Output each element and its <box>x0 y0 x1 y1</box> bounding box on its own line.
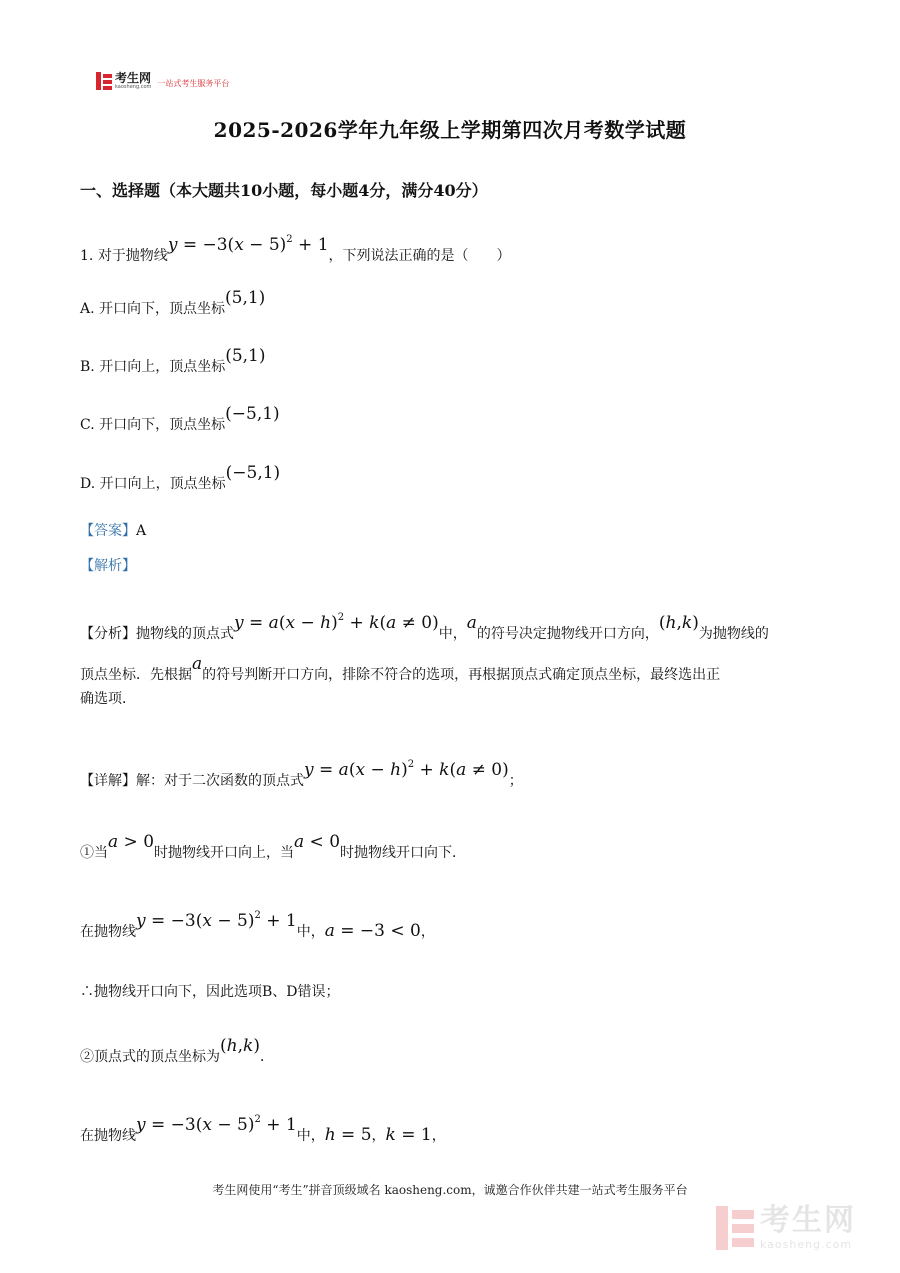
formula-vertex-form: $y = a(x - h)^2 + k(a \ne 0)$ <box>234 612 439 633</box>
option-c[interactable] <box>80 404 280 435</box>
answer-tag: 【答案】 <box>80 523 136 539</box>
option-d[interactable] <box>80 463 281 494</box>
watermark-name: 考生网 <box>760 1203 856 1238</box>
fenxi-text: 确选项． <box>80 691 136 707</box>
step-text: ∴抛物线开口向下，因此选项 <box>80 984 262 1000</box>
option-text: 开口向上，顶点坐标 <box>99 476 226 492</box>
option-coord: (−5,1) <box>225 463 281 483</box>
math-a: a <box>192 654 203 674</box>
option-text: 开口向上，顶点坐标 <box>99 359 226 375</box>
step-text: ②顶点式的顶点坐标为 <box>80 1049 220 1065</box>
page-footer: 考生网使用“考生”拼音顶级域名 kaosheng.com，诚邀合作伙伴共建一站式考生服务平台 <box>212 1183 688 1197</box>
answer-value: A <box>136 523 147 539</box>
fenxi-tag: 【分析】 <box>80 626 136 642</box>
fenxi-text: 为抛物线的 <box>698 626 769 642</box>
solution-text: 解：对于二次函数的顶点式 <box>136 773 304 789</box>
step-text: 错误； <box>297 984 340 1000</box>
step-text: 在抛物线 <box>80 924 136 940</box>
formula-parabola: $y = -3(x - 5)^2 + 1$ <box>136 1114 297 1135</box>
question-stem: 对于抛物线 <box>97 248 168 264</box>
math-a: a <box>466 613 477 633</box>
option-label: D. <box>80 476 96 492</box>
step-text: 中， <box>296 924 325 940</box>
option-coord: (5,1) <box>225 346 266 366</box>
option-coord: (5,1) <box>225 288 266 308</box>
math-a-gt-0: a > 0 <box>108 832 155 852</box>
step-text: ， <box>420 924 435 940</box>
math-h-value: h = 5 <box>324 1125 372 1145</box>
analysis-label: 【解析】 <box>80 558 136 574</box>
option-coord: (−5,1) <box>225 404 280 424</box>
step-text: ①当 <box>80 845 108 861</box>
option-label: A. <box>80 301 95 317</box>
fenxi-text: 的符号判断开口方向，排除不符合的选项，再根据顶点式确定顶点坐标，最终选出正 <box>202 667 721 683</box>
solution-step-5 <box>80 1114 446 1146</box>
option-label: B. <box>80 359 95 375</box>
fenxi-text: 顶点坐标．先根据 <box>80 667 192 683</box>
logo-name: 考生网 <box>115 71 152 85</box>
formula-vertex-form: $y = a(x - h)^2 + k(a \ne 0)$ <box>304 759 509 780</box>
math-k-value: k = 1 <box>385 1125 432 1145</box>
math-hk: (h,k) <box>220 1036 260 1056</box>
answer-line <box>80 521 146 541</box>
solution-step-4 <box>80 1036 274 1067</box>
analysis-paragraph <box>80 608 825 709</box>
option-label: C. <box>80 417 95 433</box>
formula-parabola: $y = -3(x - 5)^2 + 1$ <box>136 910 297 931</box>
solution-step-1 <box>80 832 467 863</box>
option-b[interactable] <box>80 346 266 377</box>
solution-text: ； <box>508 773 523 789</box>
step-text: ， <box>431 1128 446 1144</box>
solution-intro <box>80 759 523 791</box>
step-text: 、 <box>272 984 287 1000</box>
page-title: 2025-2026学年九年级上学期第四次月考数学试题 <box>213 118 687 142</box>
solution-step-2 <box>80 910 435 942</box>
question-number: 1. <box>80 248 94 264</box>
fenxi-text: 抛物线的顶点式 <box>136 626 234 642</box>
step-text: ． <box>259 1049 274 1065</box>
logo-icon <box>96 72 112 90</box>
option-a[interactable] <box>80 288 266 319</box>
analysis-tag <box>80 556 136 576</box>
fenxi-text: 的符号决定抛物线开口方向， <box>476 626 659 642</box>
formula-parabola: $y = -3(x - 5)^2 + 1$ <box>167 234 329 255</box>
watermark-icon <box>716 1206 754 1250</box>
watermark-logo <box>716 1203 856 1251</box>
step-text: 时抛物线开口向下． <box>340 845 467 861</box>
step-text: 时抛物线开口向上，当 <box>154 845 295 861</box>
math-a-value: a = −3 < 0 <box>324 921 421 941</box>
logo-slogan: 一站式考生服务平台 <box>157 78 230 88</box>
option-text: 开口向下，顶点坐标 <box>99 417 226 433</box>
step-text: ， <box>371 1128 386 1144</box>
watermark-domain: kaosheng.com <box>760 1238 853 1251</box>
math-a-lt-0: a < 0 <box>294 832 341 852</box>
option-ref-b: B <box>262 984 273 1000</box>
option-ref-d: D <box>286 984 298 1000</box>
question-1 <box>80 234 511 266</box>
site-logo <box>96 72 229 90</box>
section-heading: 一、选择题（本大题共10小题，每小题4分，满分40分） <box>80 181 488 200</box>
step-text: 中， <box>296 1128 325 1144</box>
question-stem-tail: ，下列说法正确的是（ ） <box>328 248 511 264</box>
fenxi-text: 中， <box>438 626 467 642</box>
xiangjie-tag: 【详解】 <box>80 773 136 789</box>
logo-domain: kaosheng.com <box>115 84 152 90</box>
step-text: 在抛物线 <box>80 1128 136 1144</box>
solution-step-3 <box>80 982 340 1002</box>
math-hk: (h,k) <box>658 613 699 633</box>
option-text: 开口向下，顶点坐标 <box>99 301 226 317</box>
